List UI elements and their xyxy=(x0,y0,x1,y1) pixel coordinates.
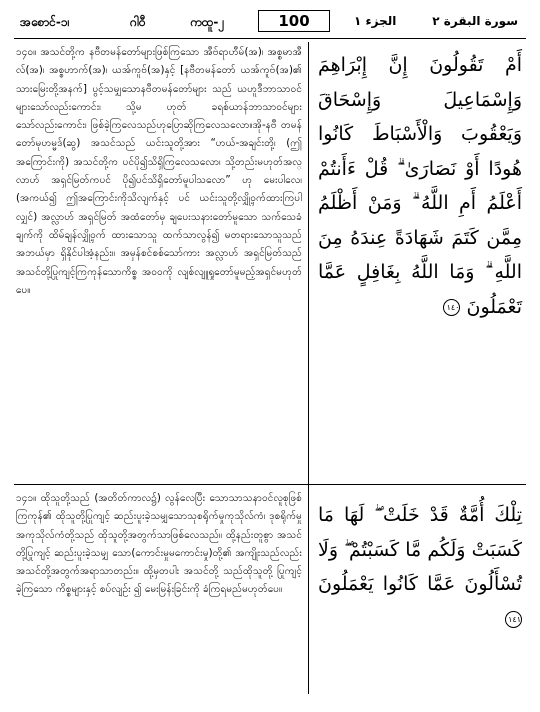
ayah-marker: ١٤١ xyxy=(505,611,522,628)
verse-translation-141: ၁၄၁။ ထိုသူတို့သည် (အတိတ်ကာလ၌) လွန်လေပြီး သောသာသနာဝင်လူစုဖြစ်ကြကုန်၏ ထိုသူတို့ပြုကျင့် ဆည်းပူးခဲ့သမျှသောသုစရိုက်မှုကုသိုလ်ကံ၊ ဒုစရိုက်မှု အကုသိုလ်ကံတို့သည် ထိုသူတို့အတွက်သာဖြစ်လေသည်။ ထို့နည်းတူစွာ အသင်တို့ပြုကျင့် ဆည်းပူးခဲ့သမျှ သော(ကောင်းမှုမကောင်းမှု)တို့၏ အကျိုးသည်လည်း အသင်တို့အတွက်အရာသာတည်း။ ထို့မှတပါး အသင်တို့ သည်ထိုသူတို့ ပြုကျင့်ခဲ့ကြသော ကိစ္စများနှင့် စပ်လျဉ်း ၍ မေးမြန်းခြင်းကို ခံကြရမည်မဟုတ်ပေ။ xyxy=(16,493,302,596)
column-divider xyxy=(308,42,309,694)
verse-separator xyxy=(14,484,526,485)
arabic-text: تِلْكَ أُمَّةٌ قَدْ خَلَتْ ۖ لَهَا مَا كَسَبَتْ وَلَكُم مَّا كَسَبْتُمْ ۖ وَلَا تُسْأَلُونَ عَمَّا كَانُوا يَعْمَلُونَ xyxy=(318,504,522,595)
header-juz-label: الجزء ١ xyxy=(354,14,397,28)
header-book-label: အစောင်-၁၊ xyxy=(20,15,70,29)
verse-arabic-140 xyxy=(318,48,522,324)
verse-arabic-141 xyxy=(318,498,522,636)
quran-page xyxy=(14,8,526,698)
header-rule xyxy=(14,38,526,39)
page-number: 100 xyxy=(258,10,330,32)
ayah-marker: ١٤٠ xyxy=(443,299,460,316)
header-part-label: ကထူ-၂ xyxy=(190,15,225,29)
arabic-text: أَمْ تَقُولُونَ إِنَّ إِبْرَاهِمَ وَإِسْمَاعِيلَ وَإِسْحَاقَ وَيَعْقُوبَ وَالْأَسْبَاطَ كَانُوا هُودًا أَوْ نَصَارَىٰ ۗ قُلْ ءَأَنتُمْ أَعْلَمُ أَمِ اللَّهُ ۗ وَمَنْ أَظْلَمُ مِمَّن كَتَمَ شَهَادَةً عِندَهُ مِنَ اللَّهِ ۗ وَمَا اللَّهُ بِغَافِلٍ عَمَّا تَعْمَلُونَ xyxy=(318,54,522,318)
verse-translation-140: ၁၄၀။ အသင်တို့က နဗီတမန်တော်များဖြစ်ကြသော အီဗ်ရာဟီမ်(အ)၊ အစ္စမာအီလ်(အ)၊ အစ္စဟာက်(အ)၊ ယအ်ကူဗ်(အ)နှင့် [နဗီတမန်တော် ယအ်ကူဗ်(အ)၏ သားမြေးတို့အနက်] ပွင့်သမျှသောနဗီတမန်တော်များ သည် ယဟူဒီဘာသာဝင်များသော်လည်းကောင်း၊ သို့မ ဟုတ် ခရစ်ယာန်ဘာသာဝင်များသော်လည်းကောင်း၊ ဖြစ်ခဲ့ကြလေသည်ဟုပြောဆိုကြလေသလော။အို-နဗီ တမန်တော်မုဟမ္မဒ်(ဆွ) အသင်သည် ယင်းသူတို့အား “ဟယ်-အချင်းတို့၊ (ဤအကြောင်းကို) အသင်တို့က ပင်ပို၍သိရှိကြလေသလော၊ သို့တည်းမဟုတ်အလ္လာဟ် အရှင်မြတ်ကပင် ပို၍ပင်သိရှိတော်မူပါသလော” ဟု မေးပါလေ၊(အကယ်၍ ဤအကြောင်းကိုသိလျက်နှင့် ပင် ယင်းသူတို့လျှို့ဝှက်ထားကြပါလျှင်) အလ္လာဟ် အရှင်မြတ် အထံတော်မှ ချပေးသနားတော်မူသော သက်သေခံချက်ကို ထိမ်ချန်လျှို့ဝှက် ထားသောသူ ထက်သာလွန်၍ မတရားသောသူသည် အဘယ်မှာ ရှိနိုင်ပါအံ့နည်း။ အမှန်စင်စစ်သော်ကား အလ္လာဟ် အရှင်မြတ်သည် အသင်တို့ပြုကျင့်ကြကုန်သောကိစ္စ အဝဝကို လျစ်လျူရှုတော်မူမည့်အရှင်မဟုတ်ပေ။ xyxy=(16,47,302,296)
page-header xyxy=(14,8,526,36)
header-section-label: ဂါဝီ xyxy=(130,15,146,29)
header-surah-label: سورة البقرة ٢ xyxy=(432,14,518,28)
